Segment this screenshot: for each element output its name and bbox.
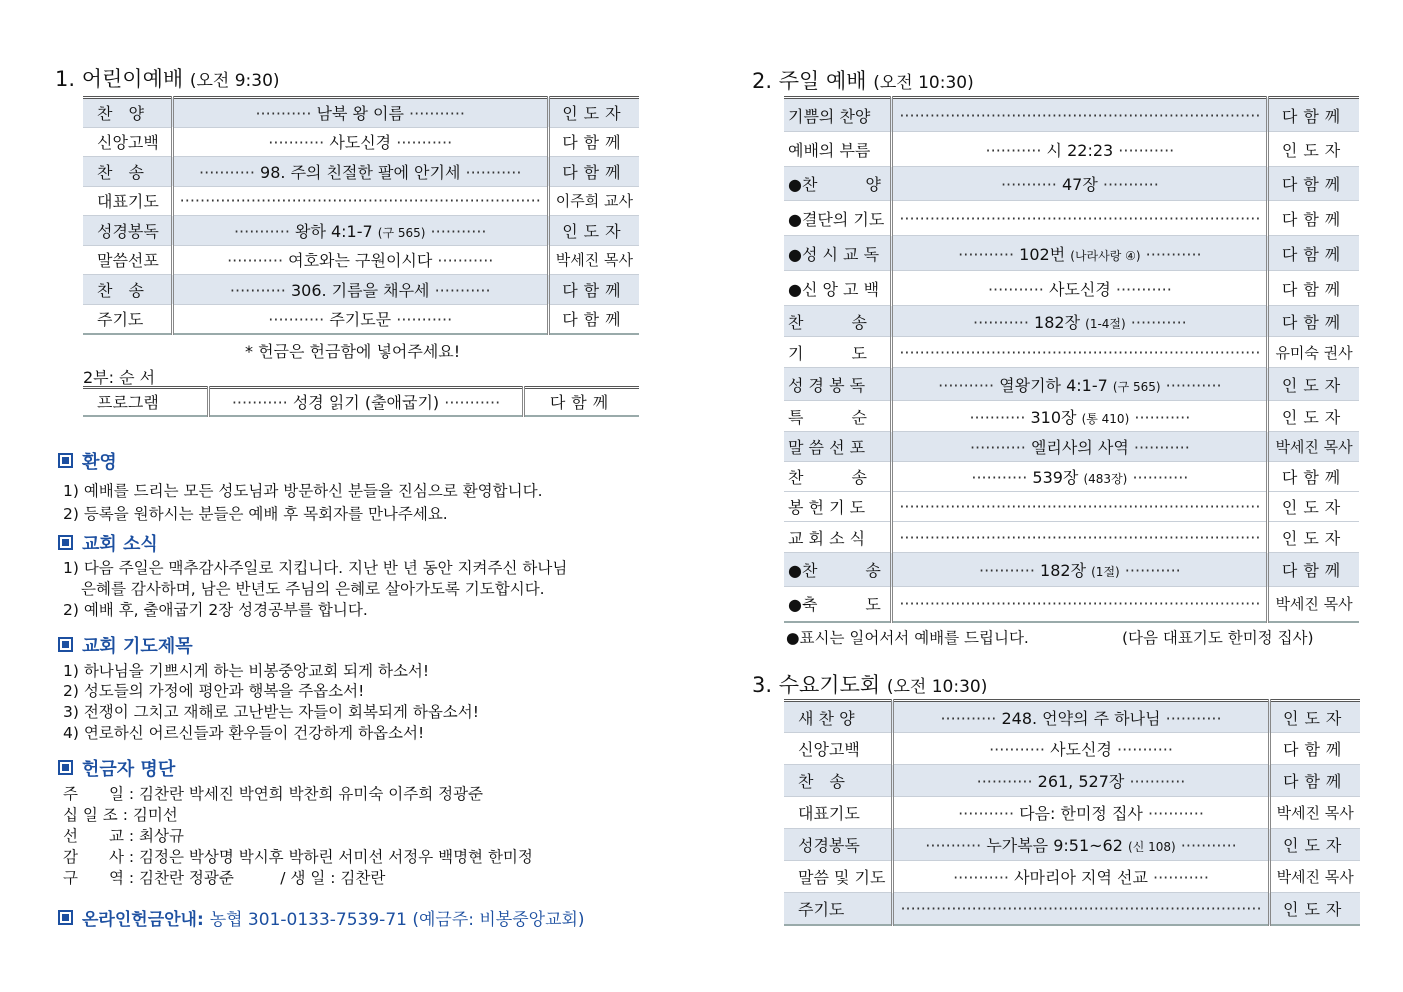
order-item: 대표기도 bbox=[784, 797, 893, 829]
service-row bbox=[784, 492, 1359, 522]
prayer-line: 4) 연로하신 어르신들과 환우들이 건강하게 하옵소서! bbox=[63, 724, 425, 742]
order-content: ······································································· bbox=[892, 201, 1268, 236]
service-row bbox=[784, 861, 1360, 893]
account-number: 농협 301-0133-7539-71 (예금주: 비봉중앙교회) bbox=[209, 910, 585, 930]
order-content: ··········· 열왕기하 4:1-7 (구 565) ··········· bbox=[892, 368, 1268, 401]
order-content: ··········· 남북 왕 이름 ··········· bbox=[172, 98, 548, 128]
order-item: ●신 앙 고 백 bbox=[784, 271, 892, 306]
service-row bbox=[83, 388, 639, 416]
order-item: 새 찬 양 bbox=[784, 701, 893, 733]
order-content: ··········· 539장 (483장) ··········· bbox=[892, 462, 1268, 492]
order-leader: 인도자 bbox=[1268, 522, 1359, 553]
offerer-line: 선 교 : 최상규 bbox=[63, 827, 184, 845]
order-content: ······································································· bbox=[892, 337, 1268, 368]
order-item: 기쁨의 찬양 bbox=[784, 98, 892, 132]
order-leader: 박세진 목사 bbox=[1269, 861, 1360, 893]
service-row bbox=[83, 157, 639, 187]
service-row bbox=[784, 587, 1359, 622]
part2-label: 2부: 순 서 bbox=[83, 368, 156, 387]
order-content: ······································································· bbox=[892, 587, 1268, 622]
order-leader: 유미숙 권사 bbox=[1268, 337, 1359, 368]
offerer-line: 구 역 : 김찬란 정광준 / 생 일 : 김찬란 bbox=[63, 869, 386, 887]
order-content: ··········· 왕하 4:1-7 (구 565) ··········· bbox=[172, 216, 548, 246]
service-row bbox=[784, 432, 1359, 462]
order-leader: 인도자 bbox=[1268, 492, 1359, 522]
news-line: 2) 예배 후, 출애굽기 2장 성경공부를 합니다. bbox=[63, 601, 368, 619]
order-leader: 이주희 교사 bbox=[548, 186, 639, 216]
order-content: ··········· 주기도문 ··········· bbox=[172, 304, 548, 334]
order-item: ●성 시 교 독 bbox=[784, 236, 892, 271]
offerer-line: 주 일 : 김찬란 박세진 박연희 박찬희 유미숙 이주희 정광준 bbox=[63, 785, 484, 803]
standing-footnote: ●표시는 일어서서 예배를 드립니다. bbox=[786, 629, 1029, 647]
wednesday-service-title: 3. 수요기도회 (오전 10:30) bbox=[752, 673, 988, 697]
order-leader: 인도자 bbox=[548, 216, 639, 246]
order-content: ······································································· bbox=[892, 522, 1268, 553]
order-leader: 다함께 bbox=[548, 157, 639, 187]
order-item: 주기도 bbox=[83, 304, 172, 334]
service-row bbox=[784, 701, 1360, 733]
order-content: ··········· 98. 주의 친절한 팔에 안기세 ··········· bbox=[172, 157, 548, 187]
prayer-heading: 교회 기도제목 bbox=[58, 632, 193, 658]
order-item: 봉 헌 기 도 bbox=[784, 492, 892, 522]
order-leader: 다함께 bbox=[1269, 733, 1360, 765]
order-content: ······································································· bbox=[172, 186, 548, 216]
order-item: 신앙고백 bbox=[784, 733, 893, 765]
order-content: ······································································· bbox=[893, 893, 1269, 925]
order-leader: 인도자 bbox=[1268, 368, 1359, 401]
order-content: ··········· 사도신경 ··········· bbox=[172, 127, 548, 157]
service-row bbox=[784, 733, 1360, 765]
order-content: ··········· 엘리사의 사역 ··········· bbox=[892, 432, 1268, 462]
service-row bbox=[784, 271, 1359, 306]
order-leader: 다함께 bbox=[548, 304, 639, 334]
order-leader: 인도자 bbox=[1268, 401, 1359, 432]
children-service-table bbox=[83, 96, 639, 335]
order-leader: 다함께 bbox=[1269, 765, 1360, 797]
service-row bbox=[784, 522, 1359, 553]
order-item: 말씀선포 bbox=[83, 245, 172, 275]
order-item: 찬 양 bbox=[83, 98, 172, 128]
order-content: ··········· 182장 (1-4절) ··········· bbox=[892, 306, 1268, 337]
order-leader: 다함께 bbox=[1268, 201, 1359, 236]
order-leader: 다함께 bbox=[524, 388, 640, 416]
prayer-line: 3) 전쟁이 그치고 재해로 고난받는 자들이 회복되게 하옵소서! bbox=[63, 703, 479, 721]
square-bullet-icon bbox=[58, 637, 73, 652]
children-service-title: 1. 어린이예배 (오전 9:30) bbox=[55, 67, 280, 91]
order-content: ··········· 248. 언약의 주 하나님 ··········· bbox=[893, 701, 1269, 733]
order-item: 교 회 소 식 bbox=[784, 522, 892, 553]
service-row bbox=[784, 132, 1359, 167]
service-row bbox=[784, 306, 1359, 337]
welcome-heading: 환영 bbox=[58, 448, 117, 474]
news-heading: 교회 소식 bbox=[58, 530, 158, 556]
order-content: ··········· 사마리아 지역 선교 ··········· bbox=[893, 861, 1269, 893]
order-content: ······································································· bbox=[892, 98, 1268, 132]
order-item: 찬 송 bbox=[784, 306, 892, 337]
service-row bbox=[784, 368, 1359, 401]
service-row bbox=[83, 304, 639, 334]
service-row bbox=[784, 462, 1359, 492]
order-leader: 다함께 bbox=[1268, 167, 1359, 201]
service-row bbox=[784, 797, 1360, 829]
square-bullet-icon bbox=[58, 910, 73, 925]
order-item: 성경봉독 bbox=[784, 829, 893, 861]
order-leader: 인도자 bbox=[1269, 829, 1360, 861]
order-item: 예배의 부름 bbox=[784, 132, 892, 167]
order-item: ●결단의 기도 bbox=[784, 201, 892, 236]
service-row bbox=[784, 829, 1360, 861]
order-content: ··········· 다음: 한미정 집사 ··········· bbox=[893, 797, 1269, 829]
order-leader: 박세진 목사 bbox=[1268, 587, 1359, 622]
order-leader: 박세진 목사 bbox=[1269, 797, 1360, 829]
service-row bbox=[784, 236, 1359, 271]
order-leader: 박세진 목사 bbox=[1268, 432, 1359, 462]
order-item: 말 씀 선 포 bbox=[784, 432, 892, 462]
service-row bbox=[784, 167, 1359, 201]
order-item: 찬 송 bbox=[784, 462, 892, 492]
order-content: ··········· 사도신경 ··········· bbox=[892, 271, 1268, 306]
news-line: 은혜를 감사하며, 남은 반년도 주님의 은혜로 살아가도록 기도합시다. bbox=[81, 580, 545, 598]
service-row bbox=[784, 893, 1360, 925]
order-leader: 다함께 bbox=[548, 275, 639, 305]
order-item: 찬 송 bbox=[784, 765, 893, 797]
service-row bbox=[784, 765, 1360, 797]
order-item: 대표기도 bbox=[83, 186, 172, 216]
program-table bbox=[83, 386, 639, 417]
prayer-line: 2) 성도들의 가정에 평안과 행복을 주옵소서! bbox=[63, 682, 365, 700]
square-bullet-icon bbox=[58, 760, 73, 775]
order-item: 주기도 bbox=[784, 893, 893, 925]
online-offering: 온라인헌금안내: 농협 301-0133-7539-71 (예금주: 비봉중앙교회) bbox=[58, 905, 585, 930]
order-leader: 인도자 bbox=[1268, 132, 1359, 167]
order-item: 특 순 bbox=[784, 401, 892, 432]
order-item: ●찬 송 bbox=[784, 553, 892, 587]
order-content: ··········· 182장 (1절) ··········· bbox=[892, 553, 1268, 587]
service-row bbox=[83, 245, 639, 275]
offerer-line: 십 일 조 : 김미선 bbox=[63, 806, 178, 824]
service-row bbox=[784, 337, 1359, 368]
service-row bbox=[83, 216, 639, 246]
order-leader: 다함께 bbox=[1268, 236, 1359, 271]
service-row bbox=[83, 98, 639, 128]
order-content: ··········· 누가복음 9:51~62 (신 108) ··········· bbox=[893, 829, 1269, 861]
order-item: 프로그램 bbox=[83, 388, 209, 416]
order-leader: 다함께 bbox=[1268, 553, 1359, 587]
order-content: ··········· 310장 (통 410) ··········· bbox=[892, 401, 1268, 432]
order-item: 신앙고백 bbox=[83, 127, 172, 157]
service-row bbox=[83, 186, 639, 216]
prayer-line: 1) 하나님을 기쁘시게 하는 비봉중앙교회 되게 하소서! bbox=[63, 662, 430, 680]
order-item: 찬 송 bbox=[83, 157, 172, 187]
offering-note: * 헌금은 헌금함에 넣어주세요! bbox=[245, 342, 461, 361]
order-item: 성 경 봉 독 bbox=[784, 368, 892, 401]
welcome-line: 2) 등록을 원하시는 분들은 예배 후 목회자를 만나주세요. bbox=[63, 505, 448, 523]
order-content: ··········· 261, 527장 ··········· bbox=[893, 765, 1269, 797]
square-bullet-icon bbox=[58, 535, 73, 550]
service-row bbox=[784, 553, 1359, 587]
order-leader: 다함께 bbox=[1268, 306, 1359, 337]
next-prayer-note: (다음 대표기도 한미정 집사) bbox=[1122, 629, 1314, 647]
order-leader: 인도자 bbox=[548, 98, 639, 128]
offerers-heading: 헌금자 명단 bbox=[58, 755, 175, 781]
order-content: ··········· 102번 (나라사랑 ④) ··········· bbox=[892, 236, 1268, 271]
order-content: ······································································· bbox=[892, 492, 1268, 522]
service-row bbox=[784, 201, 1359, 236]
order-item: 찬 송 bbox=[83, 275, 172, 305]
sunday-service-table bbox=[784, 96, 1359, 623]
offerer-line: 감 사 : 김정은 박상명 박시후 박하린 서미선 서정우 백명현 한미정 bbox=[63, 848, 533, 866]
order-item: ●축 도 bbox=[784, 587, 892, 622]
order-item: 성경봉독 bbox=[83, 216, 172, 246]
sunday-service-title: 2. 주일 예배 (오전 10:30) bbox=[752, 69, 974, 93]
order-item: 말씀 및 기도 bbox=[784, 861, 893, 893]
order-leader: 다함께 bbox=[1268, 462, 1359, 492]
order-content: ··········· 성경 읽기 (출애굽기) ··········· bbox=[209, 388, 524, 416]
order-leader: 다함께 bbox=[548, 127, 639, 157]
order-content: ··········· 사도신경 ··········· bbox=[893, 733, 1269, 765]
order-leader: 다함께 bbox=[1268, 98, 1359, 132]
order-content: ··········· 시 22:23 ··········· bbox=[892, 132, 1268, 167]
square-bullet-icon bbox=[58, 453, 73, 468]
wednesday-service-table bbox=[784, 699, 1360, 926]
news-line: 1) 다음 주일은 맥추감사주일로 지킵니다. 지난 반 년 동안 지켜주신 하나님 bbox=[63, 559, 568, 577]
order-leader: 인도자 bbox=[1269, 893, 1360, 925]
service-row bbox=[784, 98, 1359, 132]
service-row bbox=[83, 127, 639, 157]
order-leader: 인도자 bbox=[1269, 701, 1360, 733]
order-leader: 박세진 목사 bbox=[548, 245, 639, 275]
service-row bbox=[83, 275, 639, 305]
order-content: ··········· 여호와는 구원이시다 ··········· bbox=[172, 245, 548, 275]
service-row bbox=[784, 401, 1359, 432]
welcome-line: 1) 예배를 드리는 모든 성도님과 방문하신 분들을 진심으로 환영합니다. bbox=[63, 482, 543, 500]
order-content: ··········· 306. 기름을 채우세 ··········· bbox=[172, 275, 548, 305]
order-content: ··········· 47장 ··········· bbox=[892, 167, 1268, 201]
order-item: 기 도 bbox=[784, 337, 892, 368]
order-leader: 다함께 bbox=[1268, 271, 1359, 306]
order-item: ●찬 양 bbox=[784, 167, 892, 201]
